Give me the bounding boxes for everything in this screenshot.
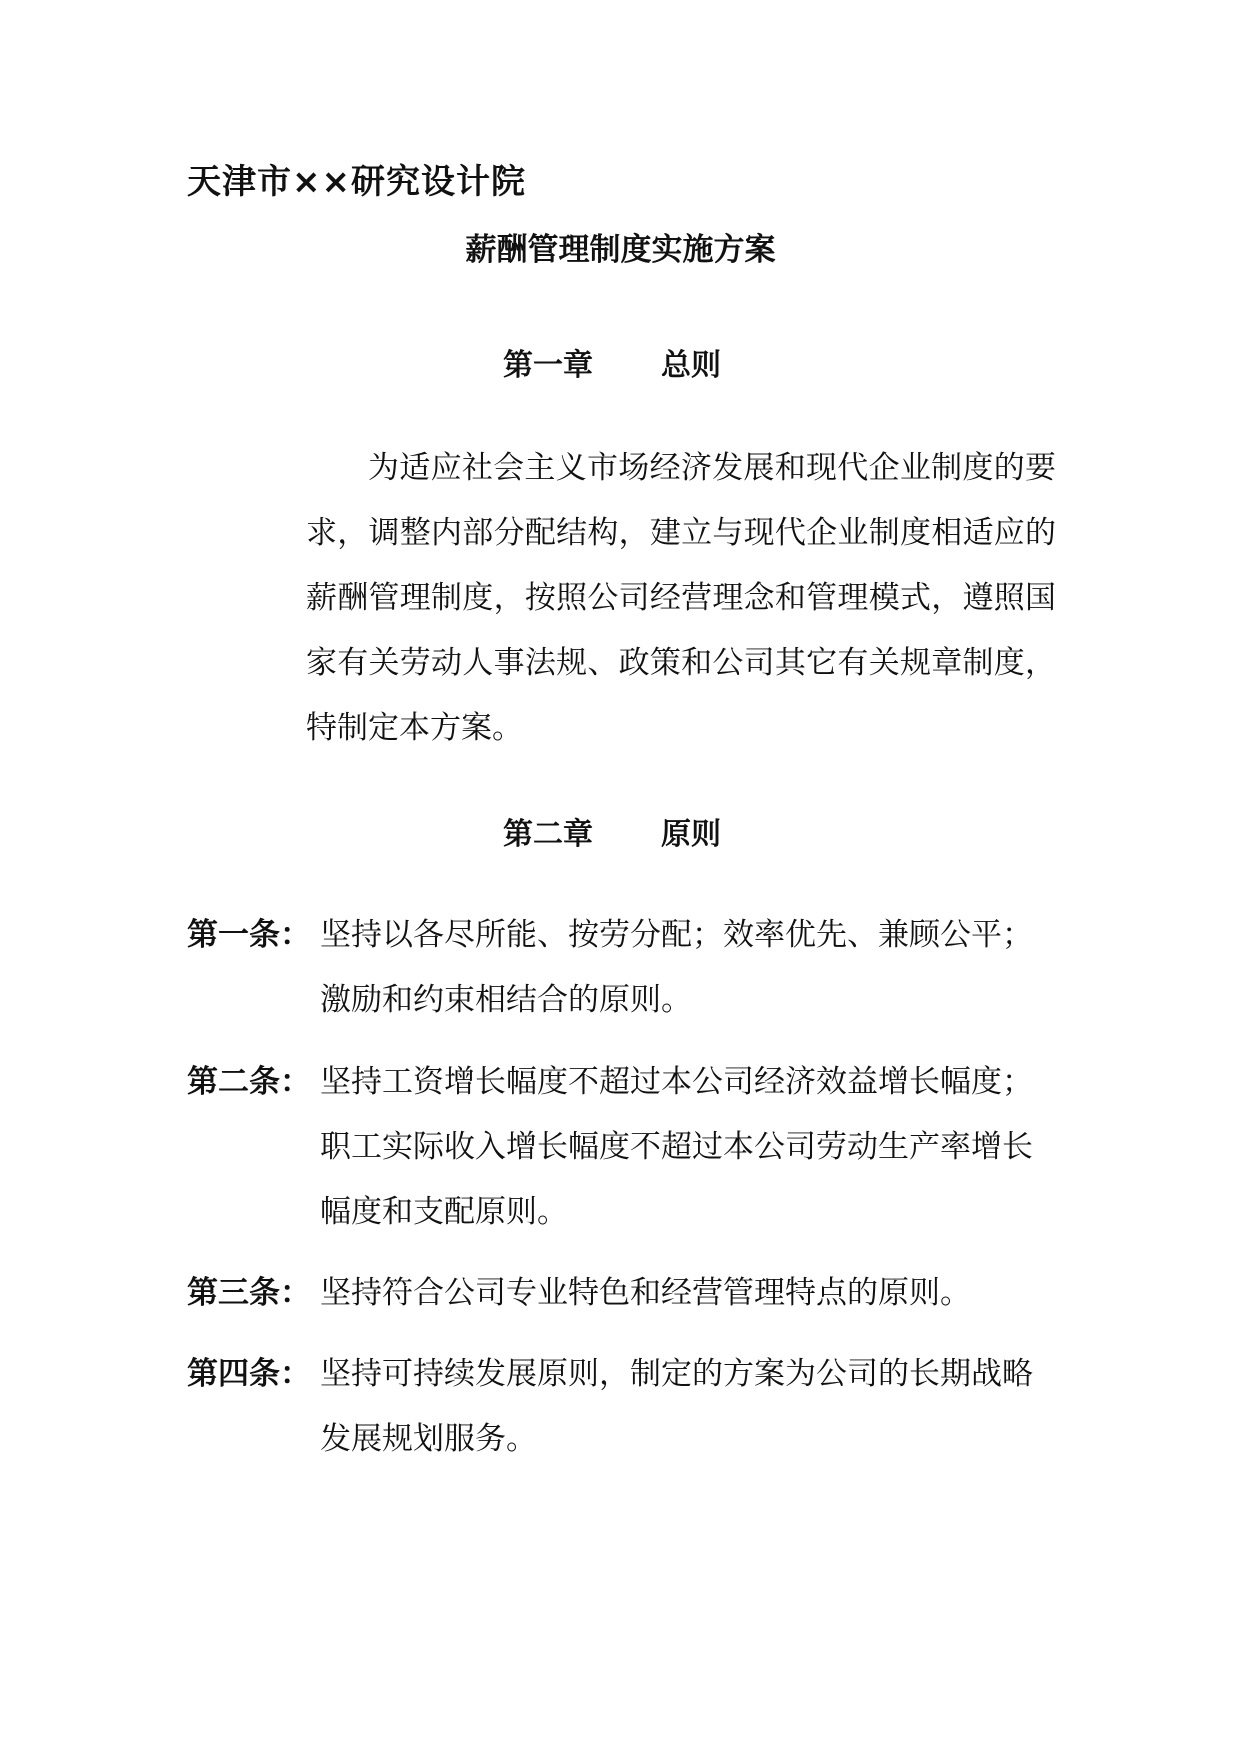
article-4-text: 坚持可持续发展原则，制定的方案为公司的长期战略发展规划服务。 bbox=[320, 1356, 1033, 1457]
article-1-label: 第一条： bbox=[187, 917, 311, 953]
article-3 bbox=[187, 1261, 1057, 1326]
chapter-2-name: 原则 bbox=[661, 817, 721, 852]
article-1 bbox=[187, 903, 1057, 1033]
article-3-text: 坚持符合公司专业特色和经营管理特点的原则。 bbox=[320, 1275, 971, 1311]
chapter-1-name: 总则 bbox=[661, 348, 721, 383]
article-2-label: 第二条： bbox=[187, 1064, 311, 1100]
article-4 bbox=[187, 1342, 1057, 1472]
chapter-1-paragraph: 为适应社会主义市场经济发展和现代企业制度的要求，调整内部分配结构，建立与现代企业制度相适应的薪酬管理制度，按照公司经营理念和管理模式，遵照国家有关劳动人事法规、政策和公司其它有关规章制度，特制定本方案。 bbox=[306, 450, 1056, 746]
article-2 bbox=[187, 1050, 1057, 1245]
article-3-label: 第三条： bbox=[187, 1275, 311, 1311]
chapter-2-heading bbox=[503, 815, 721, 855]
document-title: 薪酬管理制度实施方案 bbox=[465, 232, 776, 268]
article-1-text: 坚持以各尽所能、按劳分配；效率优先、兼顾公平；激励和约束相结合的原则。 bbox=[320, 917, 1033, 1018]
chapter-1-number: 第一章 bbox=[503, 348, 593, 383]
article-4-label: 第四条： bbox=[187, 1356, 311, 1392]
article-2-text: 坚持工资增长幅度不超过本公司经济效益增长幅度；职工实际收入增长幅度不超过本公司劳动生产率增长幅度和支配原则。 bbox=[320, 1064, 1033, 1230]
organization-name: 天津市××研究设计院 bbox=[187, 162, 526, 202]
chapter-2-number: 第二章 bbox=[503, 817, 593, 852]
chapter-1-heading bbox=[503, 346, 721, 386]
